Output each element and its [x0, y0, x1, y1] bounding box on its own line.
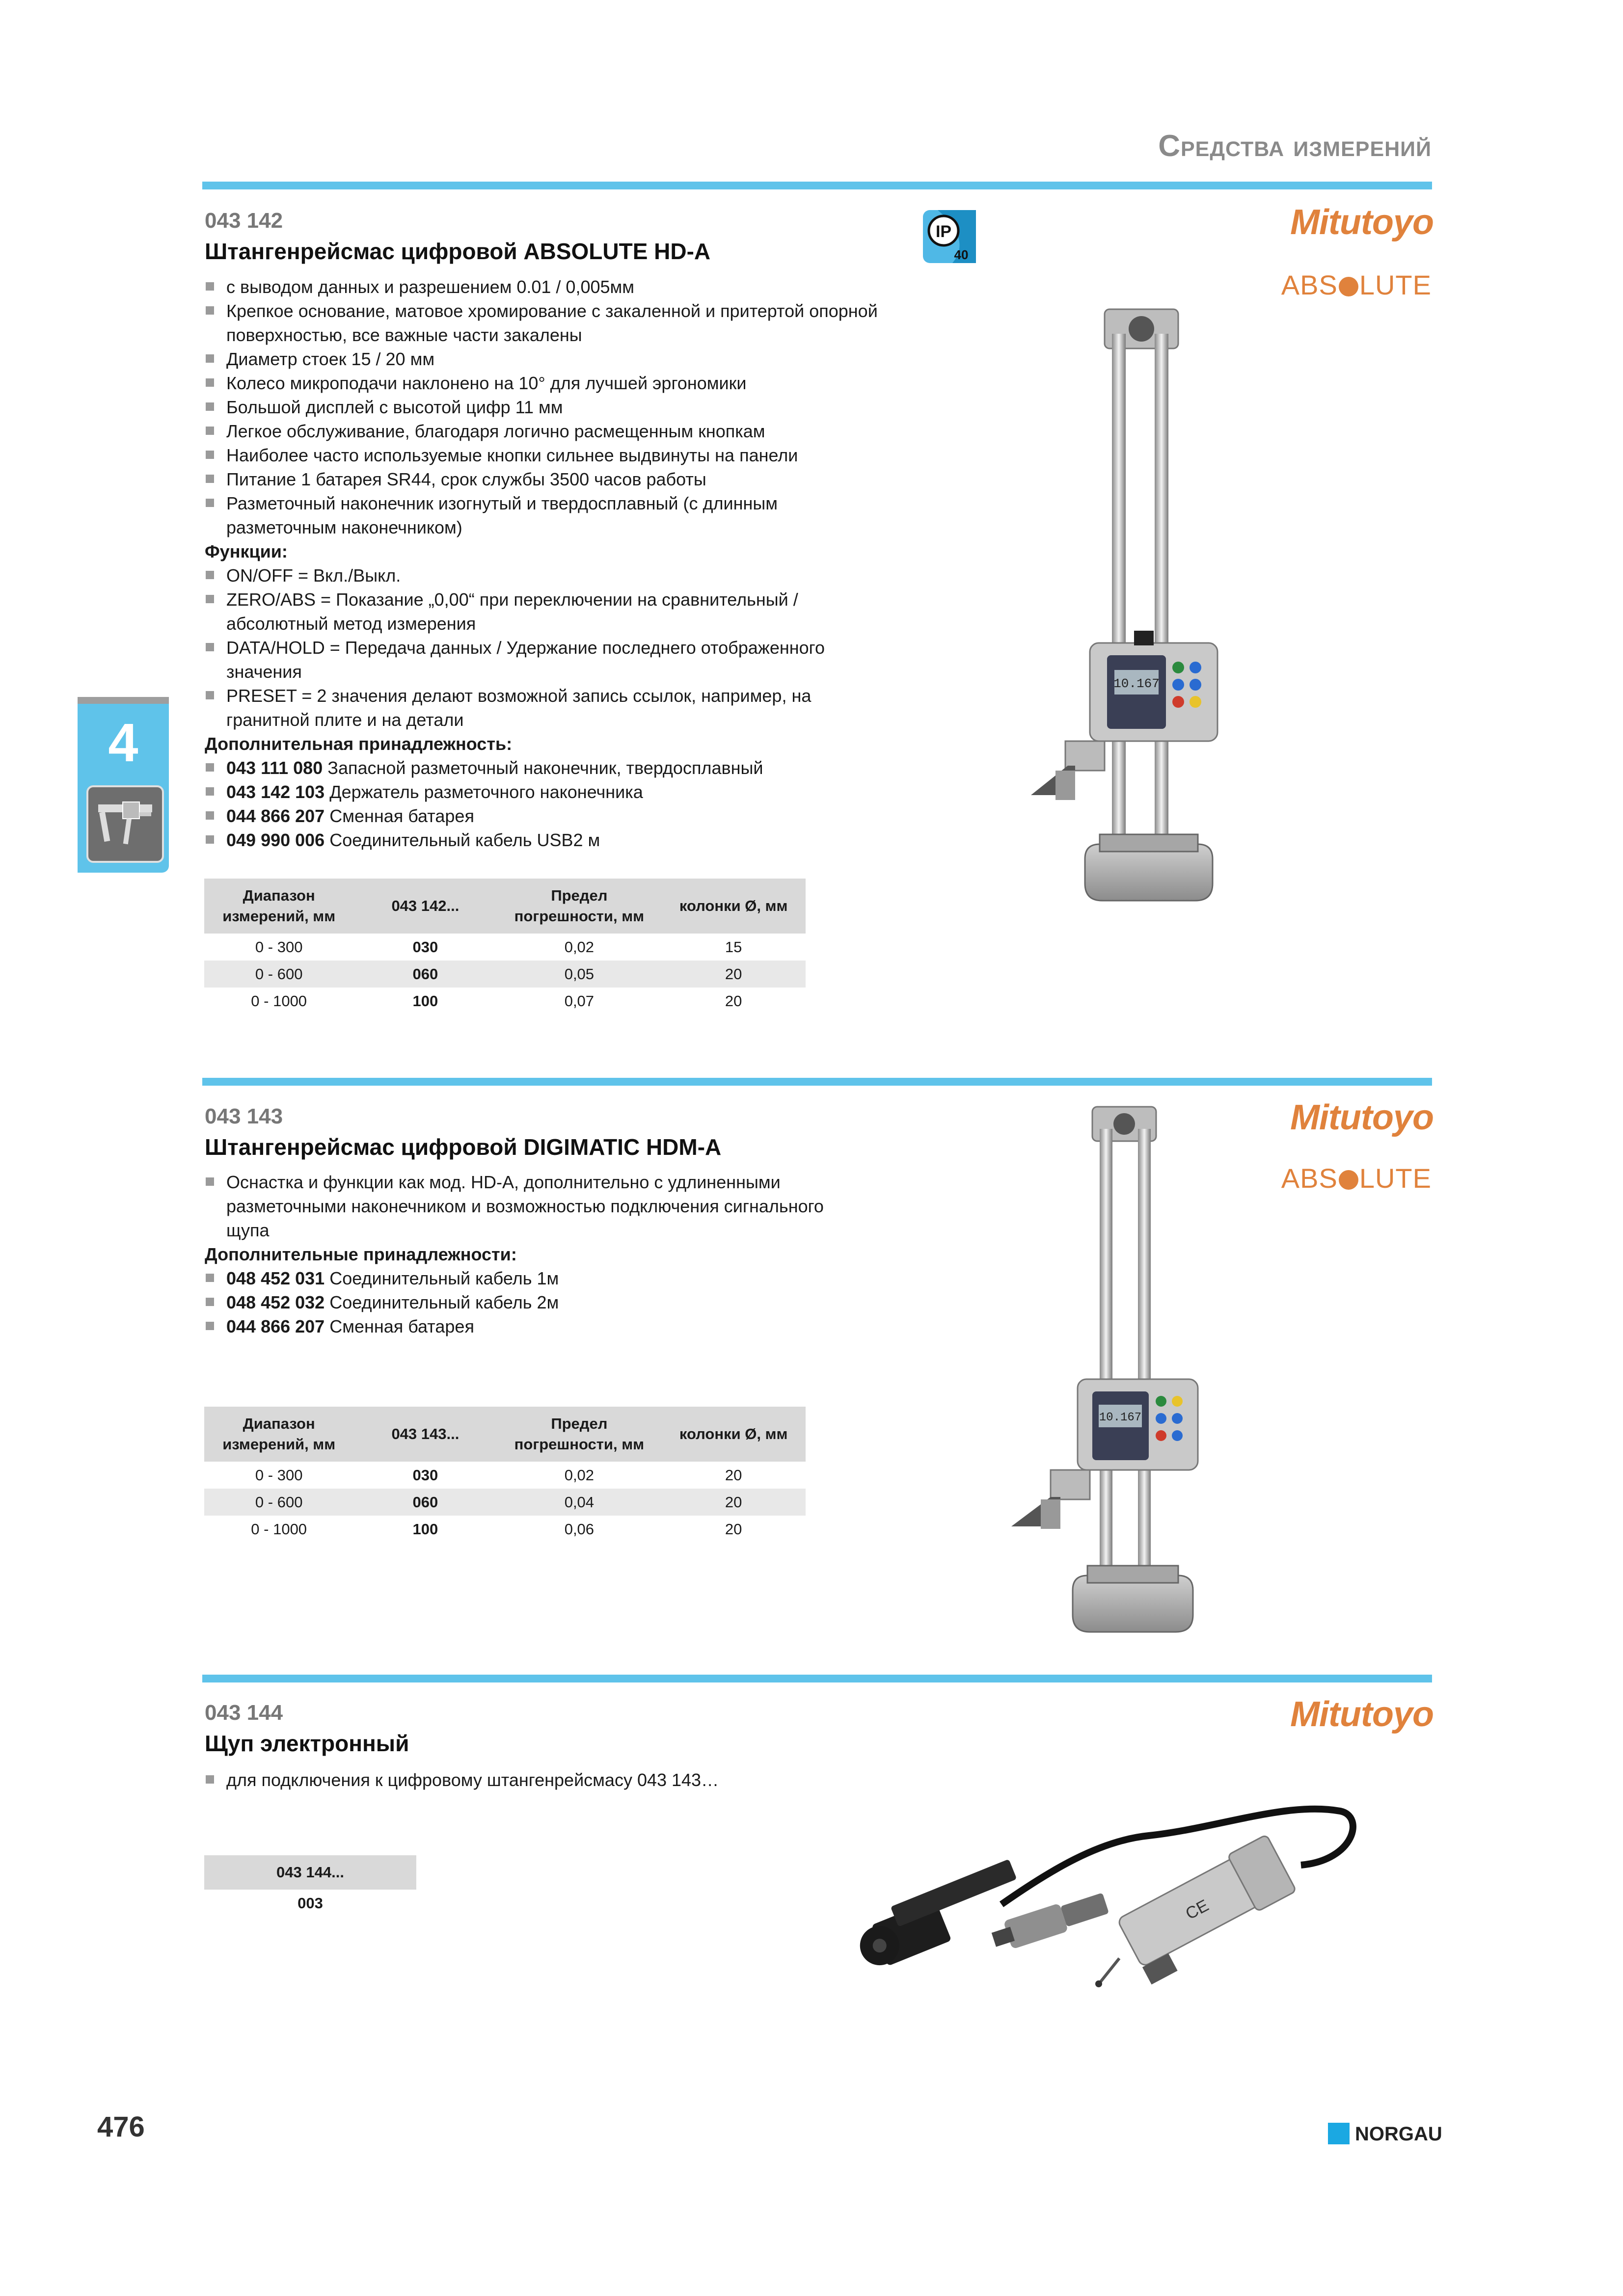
accessory-item: [205, 804, 882, 828]
table-cell: 0,02: [564, 1466, 595, 1484]
table-cell: 100: [412, 1520, 438, 1538]
product-description: [205, 1768, 882, 1792]
product-code: 043 142: [205, 209, 283, 233]
feature-item: Питание 1 батарея SR44, срок службы 3500 часов работы: [205, 467, 882, 491]
table-header-cell: колонки Ø, мм: [661, 879, 806, 934]
table-cell: 20: [661, 961, 806, 988]
table-cell: 0,04: [497, 1489, 661, 1516]
table-cell: 003: [298, 1894, 323, 1912]
brand-logo: Mitutoyo: [1290, 203, 1434, 242]
feature-item: Диаметр стоек 15 / 20 мм: [205, 347, 882, 371]
accessory-code: 048 452 032: [226, 1292, 325, 1312]
table-cell: 060: [353, 961, 497, 988]
accessories-heading: Дополнительная принадлежность:: [205, 734, 513, 754]
brand-logo: Mitutoyo: [1290, 1098, 1434, 1137]
feature-item: Колесо микроподачи наклонено на 10° для лучшей эргономики: [205, 371, 882, 395]
table-row: [204, 1489, 806, 1516]
spec-table: [204, 1407, 806, 1543]
table-cell: 20: [725, 1466, 742, 1484]
company-logo-text: NORGAU: [1355, 2123, 1442, 2145]
table-cell: 0,05: [497, 961, 661, 988]
height-gauge-image: [992, 1104, 1257, 1649]
table-cell: 20: [725, 992, 742, 1010]
table-row: [204, 1516, 806, 1543]
absolute-logo: ABS LUTE: [1281, 269, 1432, 300]
table-cell: 15: [725, 938, 742, 956]
accessory-item: [205, 780, 882, 804]
accessory-code: 049 990 006: [226, 830, 325, 850]
table-header-cell: колонки Ø, мм: [661, 1407, 806, 1462]
function-item: PRESET = 2 значения делают возможной запись ссылок, например, на гранитной плите и на детали: [205, 684, 882, 732]
accessory-text: Соединительный кабель 1м: [329, 1268, 559, 1288]
table-header-cell: 043 144...: [204, 1855, 416, 1890]
table-cell: 0,07: [564, 992, 595, 1010]
height-gauge-image: [1001, 304, 1276, 962]
spec-table: [204, 879, 806, 1015]
table-header-cell: Диапазон измерений, мм: [204, 1407, 353, 1462]
ce-mark-icon: CE: [1182, 1896, 1212, 1923]
feature-item: Крепкое основание, матовое хромирование с закаленной и притертой опорной поверхностью, все важные части закалены: [205, 299, 882, 347]
table-cell: 030: [412, 1466, 438, 1484]
table-row: [204, 1890, 416, 1917]
product-title: Штангенрейсмас цифровой DIGIMATIC HDM-A: [205, 1134, 722, 1160]
table-row: [204, 1462, 806, 1489]
table-cell: 20: [725, 1520, 742, 1538]
table-header-row: [204, 879, 806, 934]
accessory-code: 044 866 207: [226, 1316, 325, 1336]
accessory-item: [205, 1314, 882, 1338]
chapter-number: 4: [108, 713, 138, 773]
table-cell: 030: [412, 938, 438, 956]
table-header-cell: 043 142...: [353, 879, 497, 934]
table-header-row: [204, 1855, 416, 1890]
table-cell: 0 - 1000: [251, 1520, 307, 1538]
function-item: DATA/HOLD = Передача данных / Удержание последнего отображенного значения: [205, 636, 882, 684]
accessory-code: 043 111 080: [226, 758, 323, 778]
display-reading: 10.167: [1113, 676, 1160, 691]
ip-protection-icon: [923, 210, 976, 263]
table-cell: 0 - 300: [255, 1466, 303, 1484]
table-cell: 0 - 300: [255, 938, 303, 956]
norgau-logo-mark: [1328, 2123, 1350, 2144]
accessory-text: Запасной разметочный наконечник, твердосплавный: [327, 758, 763, 778]
feature-list: [205, 1170, 882, 1242]
functions-list: [205, 563, 882, 732]
feature-list: [205, 1768, 882, 1792]
feature-item: с выводом данных и разрешением 0.01 / 0,005мм: [205, 275, 882, 299]
chapter-tab-bar: [78, 697, 169, 704]
feature-item: для подключения к цифровому штангенрейсмасу 043 143…: [205, 1768, 882, 1792]
brand-logo: Mitutoyo: [1290, 1695, 1434, 1734]
table-cell: 0 - 600: [204, 961, 353, 988]
table-cell: 0 - 600: [204, 1489, 353, 1516]
accessories-list: [205, 1266, 882, 1338]
table-cell: 0 - 1000: [251, 992, 307, 1010]
feature-item: Большой дисплей с высотой цифр 11 мм: [205, 395, 882, 419]
product-title: Щуп электронный: [205, 1731, 409, 1756]
feature-item: Наиболее часто используемые кнопки сильнее выдвинуты на панели: [205, 443, 882, 467]
table-header-cell: Предел погрешности, мм: [497, 879, 661, 934]
table-cell: 20: [661, 1489, 806, 1516]
table-cell: 100: [412, 992, 438, 1010]
table-header-row: [204, 1407, 806, 1462]
table-cell: 0,06: [564, 1520, 595, 1538]
product-code: 043 144: [205, 1701, 283, 1725]
caliper-icon: [86, 785, 164, 863]
display-reading: 10.167: [1099, 1411, 1142, 1424]
function-item: ON/OFF = Вкл./Выкл.: [205, 563, 882, 587]
absolute-logo: ABS LUTE: [1281, 1163, 1432, 1194]
section-divider: [202, 182, 1432, 189]
probe-image: [844, 1782, 1360, 1988]
table-header-cell: 043 143...: [353, 1407, 497, 1462]
accessory-item: [205, 828, 882, 852]
accessories-list: [205, 756, 882, 852]
table-row: [204, 934, 806, 961]
accessory-code: 044 866 207: [226, 806, 325, 826]
table-cell: 060: [353, 1489, 497, 1516]
accessory-code: 048 452 031: [226, 1268, 325, 1288]
table-cell: 0,02: [564, 938, 595, 956]
accessories-heading: Дополнительные принадлежности:: [205, 1244, 517, 1264]
page-section-title: Средства измерений: [1158, 129, 1432, 163]
table-header-cell: Предел погрешности, мм: [497, 1407, 661, 1462]
ip-label: IP: [935, 222, 952, 241]
feature-item: Оснастка и функции как мод. HD-A, дополнительно с удлиненными разметочными наконечником и возможностью подключения сигнального щупа: [205, 1170, 882, 1242]
table-row: [204, 961, 806, 988]
table-row: [204, 988, 806, 1015]
accessory-item: [205, 1290, 882, 1314]
accessory-item: [205, 756, 882, 780]
function-item: ZERO/ABS = Показание „0,00“ при переключении на сравнительный / абсолютный метод измерения: [205, 587, 882, 636]
accessory-code: 043 142 103: [226, 782, 325, 802]
feature-item: Разметочный наконечник изогнутый и твердосплавный (с длинным разметочным наконечником): [205, 491, 882, 539]
feature-list: [205, 275, 882, 539]
accessory-text: Соединительный кабель USB2 м: [329, 830, 600, 850]
section-divider: [202, 1675, 1432, 1682]
page-number: 476: [97, 2111, 145, 2143]
accessory-text: Держатель разметочного наконечника: [329, 782, 643, 802]
accessory-text: Сменная батарея: [329, 806, 474, 826]
spec-table: [204, 1855, 416, 1917]
feature-item: Легкое обслуживание, благодаря логично расмещенным кнопкам: [205, 419, 882, 443]
accessory-text: Соединительный кабель 2м: [329, 1292, 559, 1312]
accessory-item: [205, 1266, 882, 1290]
product-title: Штангенрейсмас цифровой ABSOLUTE HD-A: [205, 239, 711, 264]
section-divider: [202, 1078, 1432, 1086]
product-description: [205, 1170, 882, 1338]
ip-rating: 40: [954, 247, 969, 262]
functions-heading: Функции:: [205, 541, 288, 561]
product-code: 043 143: [205, 1104, 283, 1128]
product-description: [205, 275, 882, 852]
table-header-cell: Диапазон измерений, мм: [204, 879, 353, 934]
accessory-text: Сменная батарея: [329, 1316, 474, 1336]
